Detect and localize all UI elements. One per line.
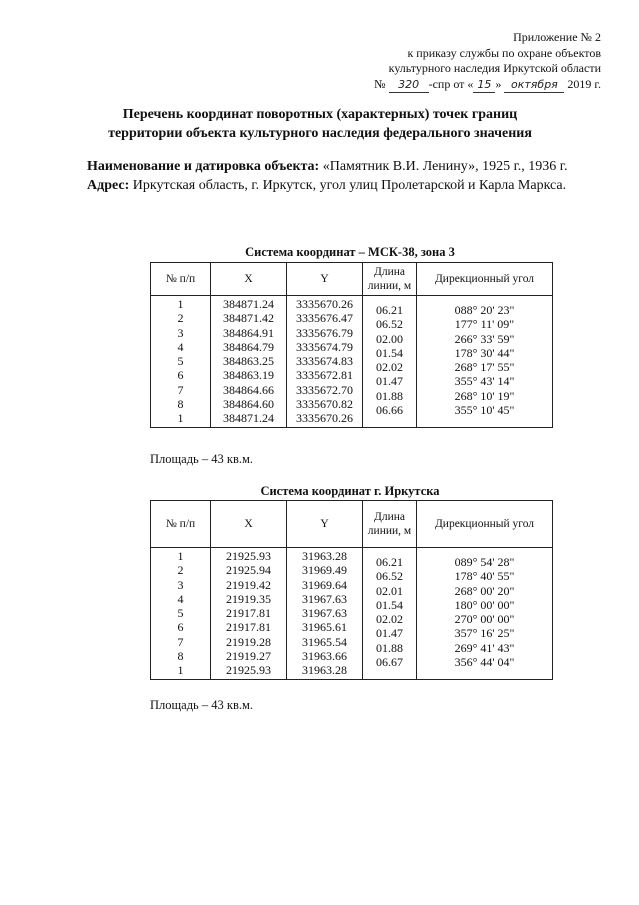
table-cell: 31963.66 (302, 649, 347, 664)
table-cell: 1 (177, 297, 184, 311)
table-cell: 384864.79 (223, 339, 274, 354)
table-cell: 1 (177, 663, 184, 678)
table-header-row (151, 501, 553, 548)
table-cell: 384871.24 (223, 411, 274, 426)
table-cell: 01.54 (376, 345, 403, 360)
table-cell: 3335676.79 (296, 325, 353, 340)
appendix-header (301, 30, 601, 93)
table-cell: 01.88 (376, 640, 403, 655)
table-cell: 268° 10' 19" (454, 388, 515, 403)
header-x: X (211, 263, 287, 296)
table-cell: 384863.19 (223, 368, 274, 383)
table-cell: 3 (177, 325, 184, 340)
table-cell: 384864.66 (223, 382, 274, 397)
table-cell: 3335672.81 (296, 368, 353, 383)
appendix-authority-line: культурного наследия Иркутской области (388, 61, 601, 75)
table-cell: 384864.91 (223, 325, 274, 340)
object-info (87, 157, 600, 195)
order-month-handwritten: октября (504, 77, 564, 94)
object-name (87, 157, 600, 176)
table-cell: 06.21 (376, 555, 403, 569)
object-name-label: Наименование и датировка объекта: (87, 159, 320, 174)
table-cell: 7 (177, 634, 184, 649)
table-cell: 3335676.47 (296, 311, 353, 326)
table-cell: 3335670.26 (296, 297, 353, 311)
table-cell: 06.66 (376, 403, 403, 418)
table-cell: 31967.63 (302, 606, 347, 621)
table-cell: 3335670.82 (296, 397, 353, 412)
table-cell: 8 (177, 649, 184, 664)
table-cell: 7 (177, 382, 184, 397)
length-column (363, 296, 417, 428)
order-day-close: » (495, 76, 502, 91)
header-line-length: Длина линии, м (363, 501, 417, 548)
table-cell: 06.52 (376, 569, 403, 584)
appendix-order-ref (301, 77, 601, 94)
table-cell: 357° 16' 25" (454, 626, 515, 641)
table-row (151, 296, 553, 428)
x-column (211, 548, 287, 680)
table-cell: 4 (177, 339, 184, 354)
table-cell: 270° 00' 00" (454, 612, 515, 627)
table-cell: 01.54 (376, 597, 403, 612)
order-date-prefix: -спр от « (428, 76, 474, 91)
document-title (70, 105, 570, 143)
table-cell: 02.01 (376, 583, 403, 598)
table-cell: 3335672.70 (296, 382, 353, 397)
header-x: X (211, 501, 287, 548)
table-cell: 21925.93 (226, 663, 271, 678)
table-cell: 178° 40' 55" (454, 569, 515, 584)
table-cell: 384863.25 (223, 354, 274, 369)
table1-caption: Система координат – МСК-38, зона 3 (245, 245, 455, 259)
table2-caption: Система координат г. Иркутска (260, 484, 440, 498)
table-cell: 31969.49 (302, 563, 347, 578)
object-name-value: «Памятник В.И. Ленину», 1925 г., 1936 г. (322, 159, 568, 174)
table-cell: 3335674.83 (296, 354, 353, 369)
table-cell: 02.00 (376, 331, 403, 346)
y-column (287, 548, 363, 680)
table-cell: 21925.93 (226, 549, 271, 563)
coordinates-table-irkutsk (150, 500, 553, 680)
table-header-row (151, 263, 553, 296)
points-column (151, 548, 211, 680)
table-cell: 089° 54' 28" (454, 555, 515, 569)
title-line-2: территории объекта культурного наследия федерального значения (108, 126, 532, 141)
table-cell: 6 (177, 368, 184, 383)
table-cell: 3335674.79 (296, 339, 353, 354)
table-cell: 384864.60 (223, 397, 274, 412)
order-year: 2019 г. (567, 76, 601, 91)
x-column (211, 296, 287, 428)
table-cell: 02.02 (376, 612, 403, 627)
object-address (87, 176, 600, 195)
appendix-order-line: к приказу службы по охране объектов (407, 45, 601, 60)
table-cell: 01.88 (376, 388, 403, 403)
header-direction-angle: Дирекционный угол (417, 263, 553, 296)
angle-column (417, 548, 553, 680)
table-cell: 21919.35 (226, 591, 271, 606)
table-cell: 3335670.26 (296, 411, 353, 426)
table2-area: Площадь – 43 кв.м. (150, 698, 254, 712)
header-y: Y (287, 501, 363, 548)
table-cell: 21925.94 (226, 563, 271, 578)
table-cell: 06.52 (376, 317, 403, 332)
table-cell: 31965.61 (302, 620, 347, 635)
table-cell: 088° 20' 23" (454, 303, 515, 317)
order-number-handwritten: 320 (389, 77, 429, 94)
table-cell: 269° 41' 43" (454, 640, 515, 655)
table-cell: 355° 43' 14" (454, 374, 515, 389)
table1-area: Площадь – 43 кв.м. (150, 452, 254, 466)
header-line-length: Длина линии, м (363, 263, 417, 296)
table-cell: 180° 00' 00" (454, 597, 515, 612)
table-cell: 21919.28 (226, 634, 271, 649)
object-address-value: Иркутская область, г. Иркутск, угол улиц Пролетарской и Карла Маркса. (132, 178, 567, 193)
table-cell: 31963.28 (302, 663, 347, 678)
table-cell: 4 (177, 591, 184, 606)
y-column (287, 296, 363, 428)
table-cell: 384871.24 (223, 297, 274, 311)
table-cell: 21919.42 (226, 577, 271, 592)
table-cell: 31969.64 (302, 577, 347, 592)
table-cell: 178° 30' 44" (454, 345, 515, 360)
order-number-prefix: № (374, 76, 386, 91)
table-cell: 21917.81 (226, 606, 271, 621)
table-cell: 2 (177, 311, 184, 326)
table-cell: 31963.28 (302, 549, 347, 563)
coordinates-table-msk38 (150, 262, 553, 428)
table-cell: 384871.42 (223, 311, 274, 326)
table-row (151, 548, 553, 680)
table-cell: 268° 00' 20" (454, 583, 515, 598)
header-y: Y (287, 263, 363, 296)
table-cell: 5 (177, 606, 184, 621)
table-cell: 356° 44' 04" (454, 655, 515, 670)
table-cell: 01.47 (376, 374, 403, 389)
header-point-number: № п/п (151, 501, 211, 548)
table-cell: 8 (177, 397, 184, 412)
title-line-1: Перечень координат поворотных (характерных) точек границ (122, 107, 518, 122)
table-cell: 266° 33' 59" (454, 331, 515, 346)
angle-column (417, 296, 553, 428)
table-cell: 21917.81 (226, 620, 271, 635)
table-cell: 2 (177, 563, 184, 578)
header-direction-angle: Дирекционный угол (417, 501, 553, 548)
table-cell: 177° 11' 09" (454, 317, 515, 332)
length-column (363, 548, 417, 680)
table-cell: 1 (177, 411, 184, 426)
table-cell: 01.47 (376, 626, 403, 641)
table-cell: 31967.63 (302, 591, 347, 606)
table-cell: 355° 10' 45" (454, 403, 515, 418)
header-point-number: № п/п (151, 263, 211, 296)
table-cell: 06.21 (376, 303, 403, 317)
table-cell: 268° 17' 55" (454, 360, 515, 375)
object-address-label: Адрес: (87, 178, 130, 193)
table-cell: 1 (177, 549, 184, 563)
appendix-number: Приложение № 2 (513, 30, 601, 44)
table-cell: 31965.54 (302, 634, 347, 649)
table-cell: 06.67 (376, 655, 403, 670)
order-day-handwritten: 15 (473, 77, 495, 94)
table-cell: 21919.27 (226, 649, 271, 664)
table-cell: 5 (177, 354, 184, 369)
table-cell: 3 (177, 577, 184, 592)
table-cell: 6 (177, 620, 184, 635)
points-column (151, 296, 211, 428)
table-cell: 02.02 (376, 360, 403, 375)
